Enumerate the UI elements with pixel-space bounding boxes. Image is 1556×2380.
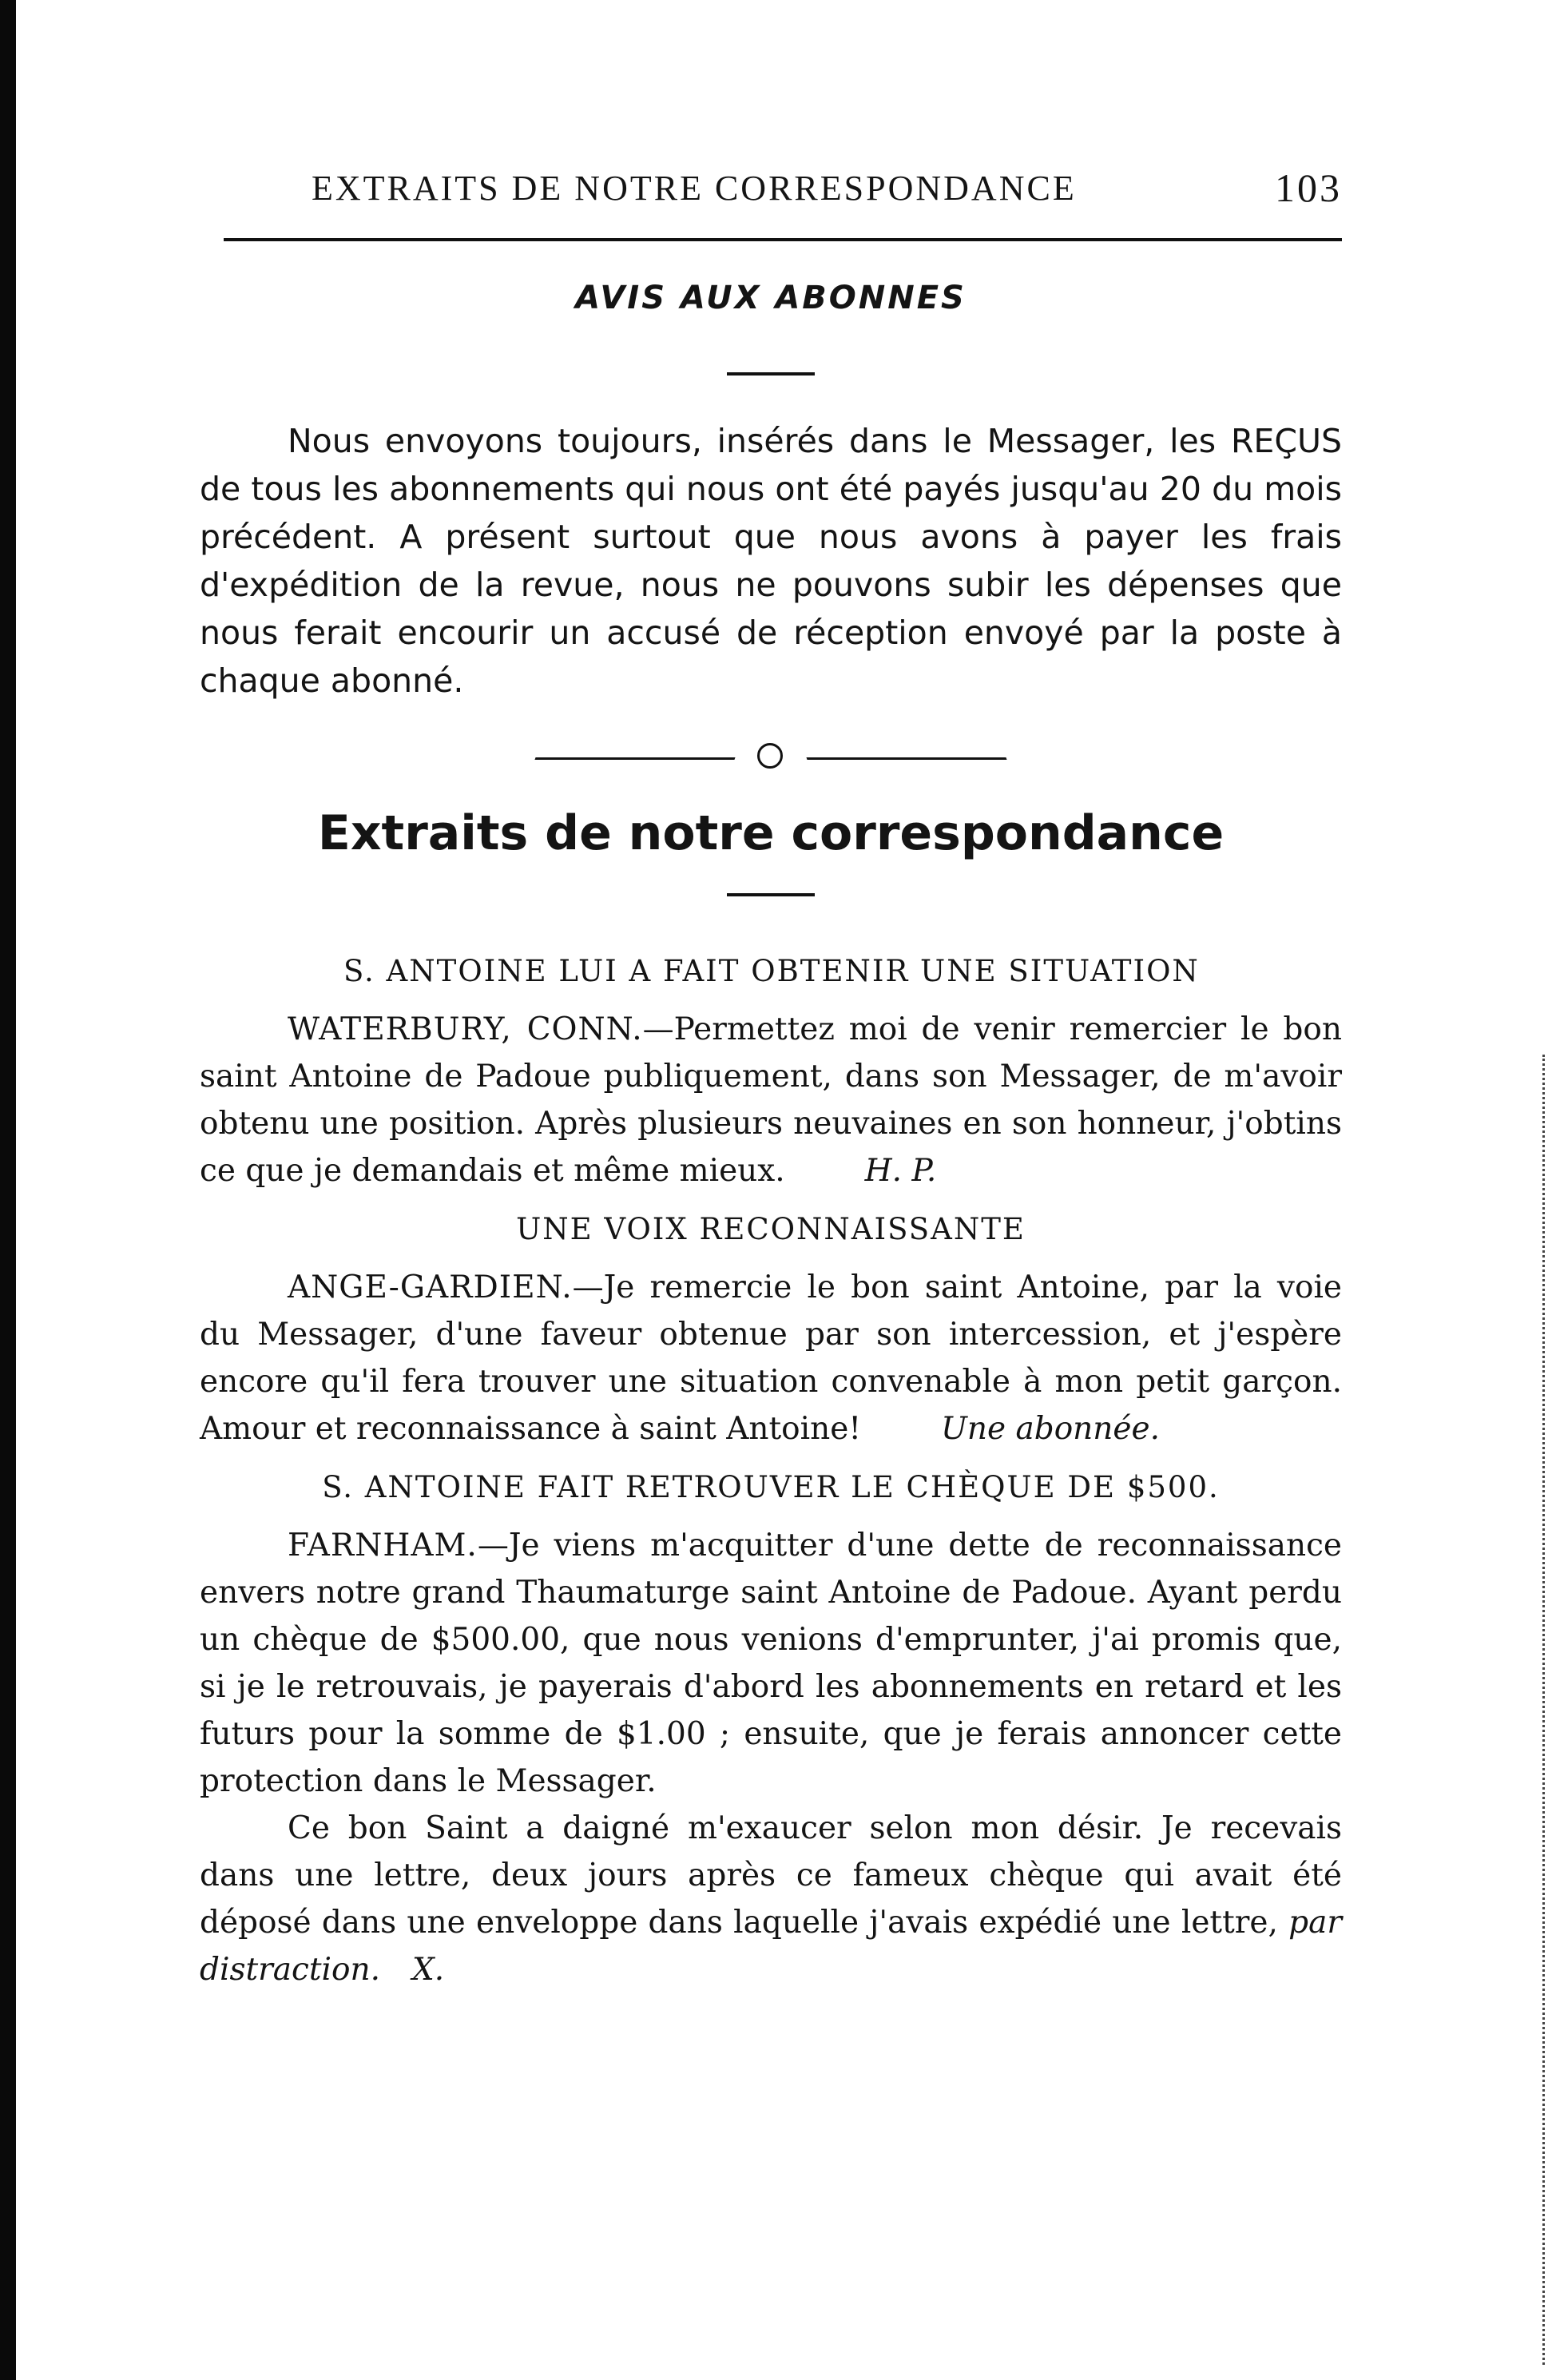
entry-place: WATERBURY, CONN. xyxy=(288,1011,643,1047)
entry-heading: S. ANTOINE LUI A FAIT OBTENIR UNE SITUATION xyxy=(343,954,1200,988)
entry-body xyxy=(200,1264,1342,1452)
running-head xyxy=(200,165,1342,216)
ornament-circle xyxy=(757,743,783,769)
document-page xyxy=(200,165,1343,2005)
notice-paragraph: Nous envoyons toujours, insérés dans le Messager, les REÇUS de tous les abonnements qui nous ont été payés jusqu'au 20 du mois précédent. A présent surtout que nous avons à payer les frais d'expédition de la revue, nous ne pouvons subir les dépenses que nous ferait encourir un accusé de réception envoyé par la poste à chaque abonné. xyxy=(200,422,1342,700)
entry-italic-tail: par distraction. xyxy=(200,1905,1343,1988)
entry-body xyxy=(200,1006,1342,1194)
entry-signature: X. xyxy=(412,1952,445,1988)
entry-text: —Je remercie le bon saint Antoine, par la voie du Messager, d'une faveur obtenue par son intercession, et j'espère encore qu'il fera trouver une situation convenable à mon petit garçon. Amour et reconnaissance à saint Antoine! xyxy=(200,1269,1342,1447)
entry-place: FARNHAM. xyxy=(288,1528,478,1563)
entry-heading: S. ANTOINE FAIT RETROUVER LE CHÈQUE DE $500. xyxy=(322,1470,1220,1504)
entry-text: —Je viens m'acquitter d'une dette de reconnaissance envers notre grand Thaumaturge saint Antoine de Padoue. Ayant perdu un chèque de $500.00, que nous venions d'emprunter, j'ai promis que, si je le retrouvais, je payerais d'abord les abonnements en retard et les futurs pour la somme de $1.00 ; ensuite, que je ferais annoncer cette protection dans le Messager. xyxy=(200,1528,1342,1799)
entry-place: ANGE-GARDIEN. xyxy=(288,1269,573,1305)
notice-rule xyxy=(727,372,815,375)
letters-list xyxy=(200,948,1342,1993)
entry-signature: Une abonnée. xyxy=(941,1411,1160,1447)
page-right-edge xyxy=(1542,1055,1553,2365)
running-head-title: EXTRAITS DE NOTRE CORRESPONDANCE xyxy=(312,169,1077,208)
notice-title: AVIS AUX ABONNES xyxy=(575,280,967,316)
ornament-divider xyxy=(535,743,1006,775)
section-title: Extraits de notre correspondance xyxy=(317,805,1225,861)
ornament-right-bar xyxy=(806,757,1006,760)
notice-body xyxy=(200,417,1342,705)
page-binding-edge xyxy=(0,0,16,2380)
entry-text-continued: Ce bon Saint a daigné m'exaucer selon mon désir. Je recevais dans une lettre, deux jours après ce fameux chèque qui avait été déposé dans une enveloppe dans laquelle j'avais expédié une lettre, xyxy=(200,1810,1342,1941)
header-rule xyxy=(224,238,1342,241)
section-rule xyxy=(727,893,815,896)
entry-heading: UNE VOIX RECONNAISSANTE xyxy=(516,1212,1026,1246)
entry-body xyxy=(200,1522,1342,1993)
entry-signature: H. P. xyxy=(864,1153,937,1189)
page-number: 103 xyxy=(1275,165,1342,210)
entry-text: —Permettez moi de venir remercier le bon saint Antoine de Padoue publiquement, dans son Messager, de m'avoir obtenu une position. Après plusieurs neuvaines en son honneur, j'obtins ce que je demandais et même mieux. xyxy=(200,1011,1342,1189)
ornament-left-bar xyxy=(534,757,735,760)
